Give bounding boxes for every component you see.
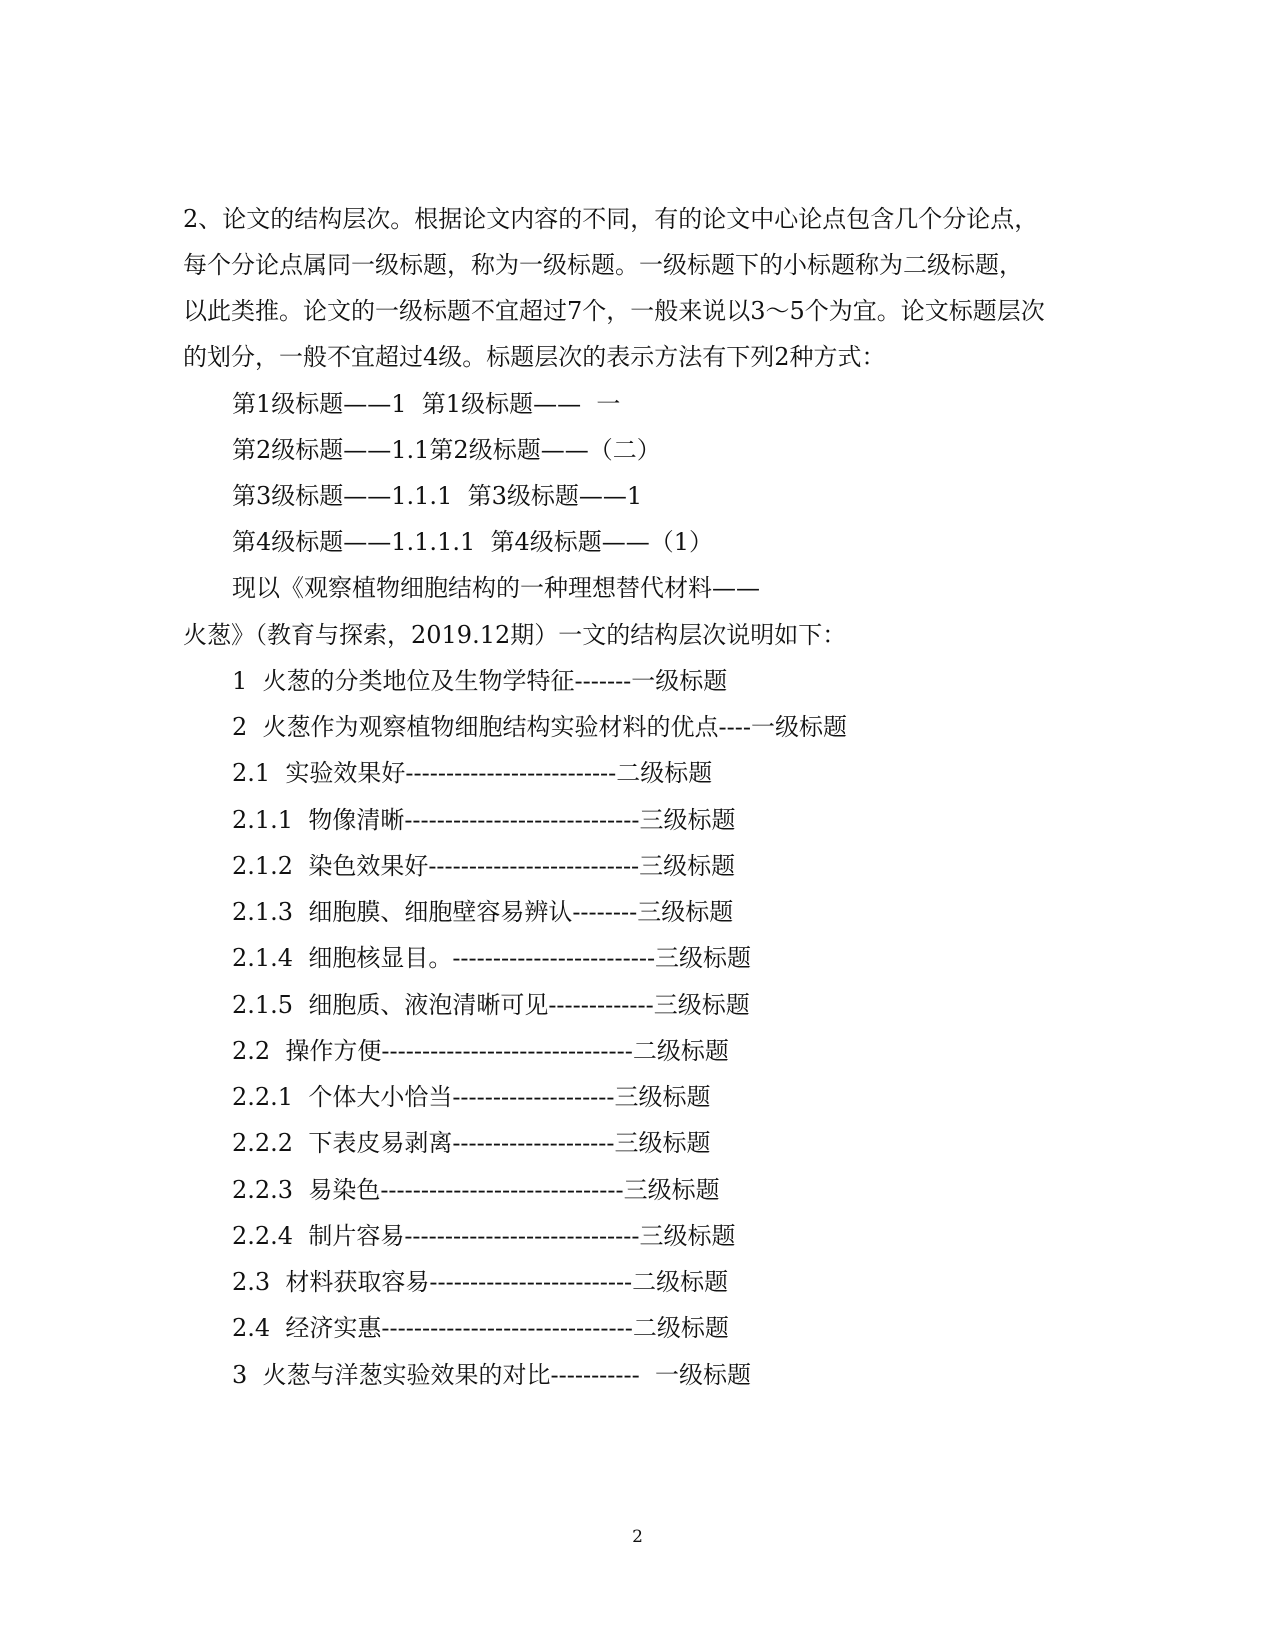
paragraph-line: 2、论文的结构层次。根据论文内容的不同，有的论文中心论点包含几个分论点， xyxy=(183,205,1039,233)
outline-item: 2.1 实验效果好--------------------------二级标题 xyxy=(232,759,713,787)
outline-item: 2.1.1 物像清晰-----------------------------三级标题 xyxy=(232,806,736,834)
outline-item: 2.1.3 细胞膜、细胞壁容易辨认--------三级标题 xyxy=(232,898,734,926)
example-intro-line: 火葱》（教育与探索，2019.12期）一文的结构层次说明如下： xyxy=(183,621,847,649)
outline-item: 2.1.4 细胞核显目。-------------------------三级标题 xyxy=(232,944,752,972)
heading-level-item: 第4级标题——1.1.1.1 第4级标题——（1） xyxy=(232,528,714,556)
paragraph-line: 每个分论点属同一级标题，称为一级标题。一级标题下的小标题称为二级标题， xyxy=(183,251,1023,279)
paragraph-line: 以此类推。论文的一级标题不宜超过7个，一般来说以3～5个为宜。论文标题层次 xyxy=(183,297,1045,325)
outline-item: 1 火葱的分类地位及生物学特征-------一级标题 xyxy=(232,667,728,695)
example-intro-line: 现以《观察植物细胞结构的一种理想替代材料—— xyxy=(232,574,760,602)
outline-item: 2 火葱作为观察植物细胞结构实验材料的优点----一级标题 xyxy=(232,713,847,741)
outline-item: 2.2.4 制片容易-----------------------------三级标题 xyxy=(232,1222,736,1250)
outline-item: 2.1.5 细胞质、液泡清晰可见-------------三级标题 xyxy=(232,991,750,1019)
outline-item: 2.1.2 染色效果好--------------------------三级标题 xyxy=(232,852,736,880)
outline-item: 2.2 操作方便-------------------------------二级标题 xyxy=(232,1037,729,1065)
outline-item: 3 火葱与洋葱实验效果的对比----------- 一级标题 xyxy=(232,1361,751,1389)
heading-level-item: 第3级标题——1.1.1 第3级标题——1 xyxy=(232,482,643,510)
heading-level-item: 第1级标题——1 第1级标题—— 一 xyxy=(232,390,621,418)
outline-item: 2.2.3 易染色------------------------------三级标题 xyxy=(232,1176,720,1204)
paragraph-line: 的划分，一般不宜超过4级。标题层次的表示方法有下列2种方式： xyxy=(183,343,886,371)
heading-level-item: 第2级标题——1.1第2级标题——（二） xyxy=(232,436,661,464)
outline-item: 2.4 经济实惠-------------------------------二级标题 xyxy=(232,1314,729,1342)
outline-item: 2.2.1 个体大小恰当--------------------三级标题 xyxy=(232,1083,711,1111)
page-number: 2 xyxy=(632,1527,643,1547)
outline-item: 2.3 材料获取容易-------------------------二级标题 xyxy=(232,1268,729,1296)
outline-item: 2.2.2 下表皮易剥离--------------------三级标题 xyxy=(232,1129,711,1157)
